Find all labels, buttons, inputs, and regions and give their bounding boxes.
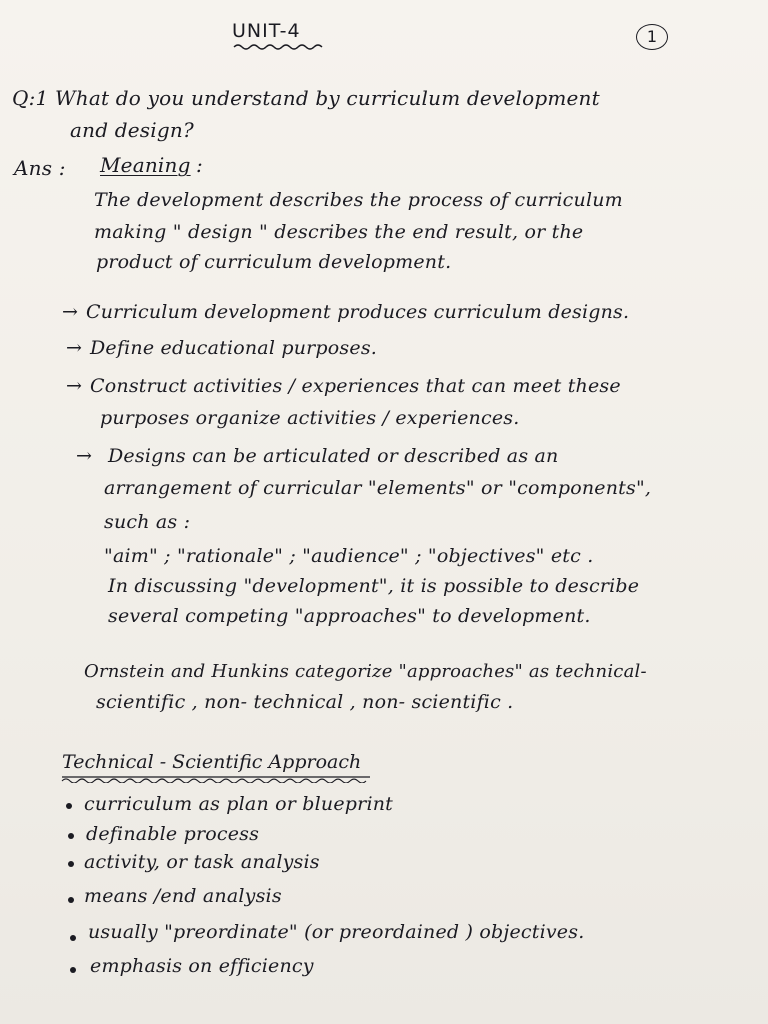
ornstein-line-2: scientific , non- technical , non- scientific . (96, 691, 514, 713)
technical-scientific-heading: Technical - Scientific Approach (62, 751, 362, 773)
tech-bullet-2: definable process (86, 823, 260, 845)
meaning-colon: : (196, 153, 203, 177)
arrow-icon: → (76, 445, 93, 467)
meaning-line-2: making " design " describes the end result, or the (94, 221, 584, 243)
arrow-icon: → (66, 337, 83, 359)
arrow-icon: → (62, 301, 79, 323)
arrow-icon: → (66, 375, 83, 397)
unit-title: UNIT-4 (232, 20, 301, 42)
bullet-dot (70, 935, 76, 941)
elements-list: "aim" ; "rationale" ; "audience" ; "objectives" etc . (104, 545, 594, 567)
bullet-dot (66, 803, 72, 809)
point-designs-such-as: such as : (104, 511, 191, 533)
point-define-purposes: Define educational purposes. (90, 337, 378, 359)
meaning-line-1: The development describes the process of curriculum (94, 189, 623, 211)
tech-bullet-5: usually "preordinate" (or preordained ) objectives. (88, 921, 585, 943)
point-designs-cont: arrangement of curricular "elements" or "components", (104, 477, 652, 499)
bullet-dot (70, 967, 76, 973)
tech-bullet-4: means /end analysis (84, 885, 282, 907)
ornstein-line-1: Ornstein and Hunkins categorize "approaches" as technical- (84, 661, 647, 682)
tech-bullet-3: activity, or task analysis (84, 851, 320, 873)
bullet-dot (68, 833, 74, 839)
meaning-label: Meaning (100, 153, 191, 177)
question-line-1: Q:1 What do you understand by curriculum development (12, 86, 600, 110)
page-number: 1 (636, 24, 668, 50)
title-wavy-underline (232, 43, 324, 51)
point-construct-activities-cont: purposes organize activities / experiences. (100, 407, 520, 429)
bullet-dot (68, 897, 74, 903)
bullet-dot (68, 861, 74, 867)
point-curriculum-development: Curriculum development produces curriculum designs. (86, 301, 630, 323)
tech-bullet-1: curriculum as plan or blueprint (84, 793, 394, 815)
discussing-line-2: several competing "approaches" to development. (108, 605, 591, 627)
tech-bullet-6: emphasis on efficiency (90, 955, 314, 977)
answer-label: Ans : (14, 156, 66, 180)
question-line-2: and design? (70, 118, 194, 142)
meaning-line-3: product of curriculum development. (96, 251, 452, 273)
heading-wavy-underline (60, 773, 372, 783)
point-designs: Designs can be articulated or described as an (108, 445, 559, 467)
point-construct-activities: Construct activities / experiences that can meet these (90, 375, 621, 397)
discussing-line-1: In discussing "development", it is possible to describe (108, 575, 640, 597)
